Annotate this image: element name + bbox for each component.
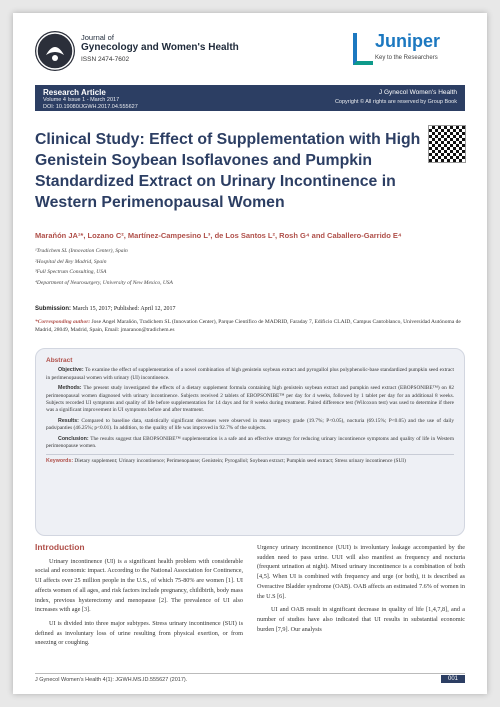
- publisher-tagline: Key to the Researchers: [375, 55, 438, 61]
- methods-label: Methods:: [58, 385, 82, 392]
- affiliation-item: ³Full Spectrum Consulting, USA: [35, 269, 107, 275]
- abstract-conclusion: [46, 436, 454, 451]
- affiliations: [35, 246, 465, 288]
- objective-text: To examine the effect of supplementation of a novel combination of high genistein soybean extract and pyrogallol plus polyphenolic-base standardized pumpkin seed extract in perimenopausal women with urinary (UI) incontinence.: [46, 367, 455, 381]
- article-page: [13, 13, 487, 694]
- journal-issn: ISSN 2474-7602: [81, 56, 130, 63]
- body-column-right: [257, 543, 465, 638]
- section-heading-introduction: Introduction: [35, 542, 85, 552]
- article-body: [35, 543, 465, 663]
- submission-label: Submission:: [35, 306, 72, 312]
- affiliation-item: ⁴Department of Neurosurgery, University of New Mexico, USA: [35, 279, 173, 286]
- article-title: Clinical Study: Effect of Supplementation with High Genistein Soybean Isoflavones and Pumpkin Standardized Extract on Urinary Incontinence in Western Perimenopausal Women: [35, 131, 421, 211]
- journal-title-block: [81, 33, 301, 63]
- corresponding-text: Jose Angel Maraňón, Tradichem SL (Innovation Center), Parque Científico de MADRID, Faraday 7, Edificio CLAID, Campus Cantoblanco, Universidad Autónoma de Madrid, 28049, Madrid, Spain, Email: jmaranon@tradichem.es: [35, 319, 461, 333]
- submission-dates: [35, 306, 176, 312]
- body-column-left: [35, 543, 243, 652]
- author-list: Maraňón JA¹*, Lozano C², Martínez-Campesino L³, de Los Santos L², Rosh G⁴ and Caballero-Garrido E⁴: [35, 231, 402, 240]
- keywords-label: Keywords:: [46, 458, 74, 465]
- keywords: [46, 458, 454, 465]
- corresponding-label: *Corresponding author:: [35, 319, 91, 325]
- results-label: Results:: [58, 417, 79, 424]
- abstract-heading: Abstract: [46, 357, 73, 364]
- publisher-logo: [353, 31, 465, 71]
- page-footer: [35, 673, 465, 684]
- body-paragraph: Urgency urinary incontinence (UUI) is involuntary leakage accompanied by the sudden need to pass urine. UUI will also manifest as frequency and nocturia (frequent urination at night). Mixed urinary incontinence is a combination of both [4,5]. When UI is combined with frequency and urge (or both), it is described as Overactive Bladder syndrome (OAB). OAB affects an estimated 7.6% of women in the U.S [6].: [257, 544, 465, 600]
- abstract-results: [46, 418, 454, 433]
- affiliation-item: ²Hospital del Rey Madrid, Spain: [35, 258, 107, 265]
- article-type: Research Article: [43, 88, 106, 97]
- doi-line[interactable]: DOI: 10.19080/JGWH.2017.04.555627: [43, 104, 138, 110]
- publisher-mark-icon: [353, 33, 373, 65]
- body-paragraph: UI is divided into three major subtypes. Stress urinary incontinence (SUI) is defined as involuntary loss of urine resulting from physical exertion, or from sneezing or coughing.: [35, 619, 243, 647]
- corresponding-author: [35, 319, 465, 334]
- journal-logo: [35, 31, 75, 71]
- keywords-text: Dietary supplement; Urinary incontinence; Perimenopause; Genistein; Pyrogallol; Soybean extract; Pumpkin seed extract; Stress urinary incontinence (SUI): [74, 458, 406, 465]
- copyright-line: Copyright © All rights are reserved by Group Book: [334, 99, 457, 105]
- submission-text: March 15, 2017; Published: April 12, 2017: [72, 306, 176, 312]
- journal-short-name: J Gynecol Women's Health: [378, 89, 457, 96]
- article-info-band: [35, 85, 465, 111]
- affiliation-item: ¹Tradichem SL (Innovation Center), Spain: [35, 248, 128, 254]
- qr-code-icon: [429, 126, 465, 162]
- methods-text: The present study investigated the effects of a dietary supplement formula containing high genistein soybean extract and pumpkin seed extract (EBOPSONIBE™) on 82 perimenopausal women diagnosed with urinary incontinence. Subjects received 2 tablets of EBOPSONIBE™ per day for 4 weeks, followed by 1 tablet per day for an additional 8 weeks. Subjects recorded UI symptoms and quality of life before supplementation for 14 days and for 8 weeks during treatment. Paired difference test (Wilcoxon test) was used to determine if there was a significant improvement in UI symptoms before and after treatment.: [46, 385, 454, 414]
- journal-title-line1: Journal of: [81, 33, 114, 42]
- conclusion-text: The results suggest that EBOPSONIBE™ supplementation is a safe and an effective strategy for reducing urinary incontinence symptoms and quality of life in Western perimenopause women.: [46, 435, 454, 450]
- journal-title-line2: Gynecology and Women's Health: [81, 42, 239, 53]
- page-number: 001: [441, 675, 465, 683]
- publisher-name: Juniper: [375, 31, 441, 51]
- body-paragraph: Urinary incontinence (UI) is a significant health problem with considerable social and economic impact. According to the National Association for Continence, UI affects over 25 million people in the U.S., of which 75-80% are women [1]. UI affects women of all ages, and risk factors include pregnancy, childbirth, body mass index, previous hysterectomy and menopause [2]. The prevalence of UI also increases with age [3].: [35, 557, 243, 614]
- body-paragraph: UI and OAB result in significant decrease in quality of life [1,4,7,8], and a number of studies have also indicated that UI results in substantial economic burden [7,9]. Our analysis: [257, 606, 465, 633]
- conclusion-label: Conclusion:: [58, 435, 89, 442]
- abstract-box: [35, 348, 465, 536]
- page-header: [35, 31, 465, 81]
- abstract-objective: [46, 367, 454, 382]
- abstract-divider: [46, 454, 454, 455]
- results-text: Compared to baseline data, statistically significant decreases were observed in mean urgency grade (19.7%; P<0.05), nocturia (69.15%; P<0.05) and the use of daily pads/panties (46.25%; p<0.01). In addition, to the quality of life was improved in 92.7% of the subjects.: [46, 417, 454, 432]
- abstract-methods: [46, 385, 454, 415]
- footer-citation: J Gynecol Women's Health 4(1): JGWH.MS.ID.555627 (2017).: [35, 677, 188, 683]
- objective-label: Objective:: [58, 367, 84, 374]
- volume-line: Volume 4 Issue 1 - March 2017: [43, 97, 120, 103]
